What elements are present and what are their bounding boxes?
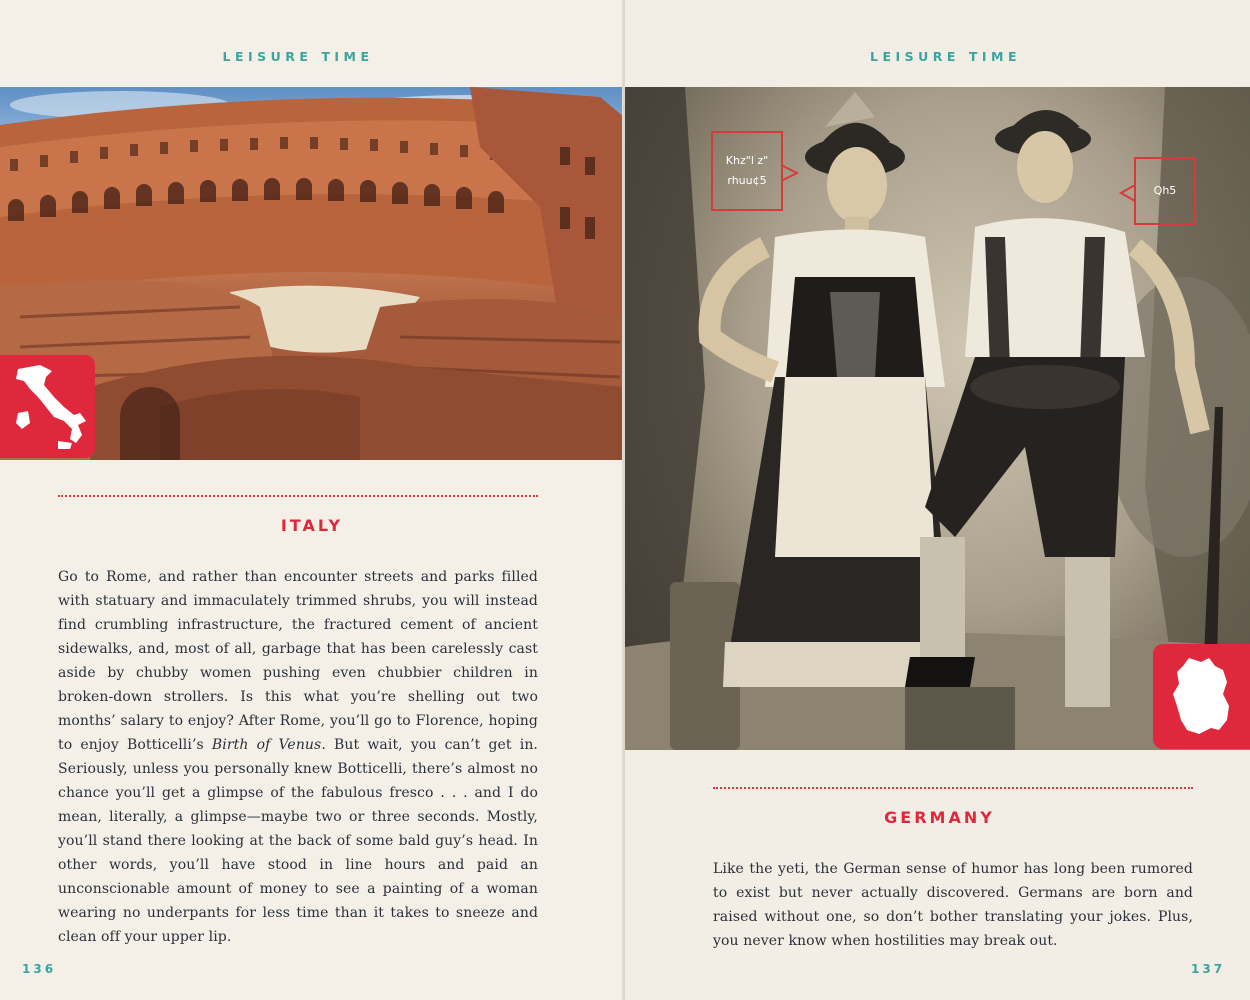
italy-map-badge: [0, 355, 95, 458]
section-title-italy: ITALY: [280, 516, 344, 535]
speech-left-tail: [781, 163, 811, 183]
speech-bubble-left: [711, 131, 783, 211]
running-head-left: LEISURE TIME: [222, 49, 374, 64]
germany-map-icon: [1153, 644, 1250, 749]
italy-map-icon: [0, 355, 95, 458]
speech-right-text: Qh5: [1153, 184, 1177, 197]
germany-body-text: Like the yeti, the German sense of humor has long been rumored to exist but never actually discovered. Germans are born and raised without one, so don’t bother translating your jokes. Plus, you never know when hostilities may break out.: [713, 861, 1193, 949]
italy-text-part1: Go to Rome, and rather than encounter streets and parks filled with statuary and immaculately trimmed shrubs, you will instead find crumbling infrastructure, the fractured cement of ancient sidewalks, and, most of all, garbage that has been carelessly cast aside by chubby women pushing even chubbier children in broken-down strollers. Is this what you’re shelling out two months’ salary to enjoy? After Rome, you’ll go to Florence, hoping to enjoy Botticelli’s: [58, 569, 538, 753]
running-head-right: LEISURE TIME: [870, 49, 1021, 64]
left-page: [0, 0, 624, 1000]
speech-bubble-right: [1134, 157, 1196, 225]
italy-text-part2: . But wait, you can’t get in. Seriously, unless you personally knew Botticelli, there’s almost no chance you’ll get a glimpse of the fabulous fresco . . . and I do mean, literally, a glimpse—maybe two or three seconds. Mostly, you’ll stand there looking at the back of some bald guy’s head. In other words, you’ll have stood in line hours and paid an unconscionable amount of money to see a painting of a woman wearing no underpants for less time than it takes to sneeze and clean off your upper lip.: [58, 737, 538, 945]
speech-left-line1: Khz"l z": [725, 154, 769, 167]
page-number-right: 137: [1191, 962, 1226, 976]
divider-germany: [713, 787, 1193, 789]
divider-italy: [58, 495, 538, 497]
italy-text-italic: Birth of Venus: [211, 737, 322, 753]
section-title-germany: GERMANY: [884, 808, 995, 827]
speech-left-line2: rhuu¢5: [727, 174, 767, 187]
italy-paragraph: [58, 565, 538, 949]
right-page: [625, 0, 1250, 1000]
speech-right-tail: [1117, 185, 1137, 205]
page-number-left: 136: [22, 962, 57, 976]
germany-map-badge: [1153, 644, 1250, 749]
italy-body-text: [58, 565, 538, 949]
